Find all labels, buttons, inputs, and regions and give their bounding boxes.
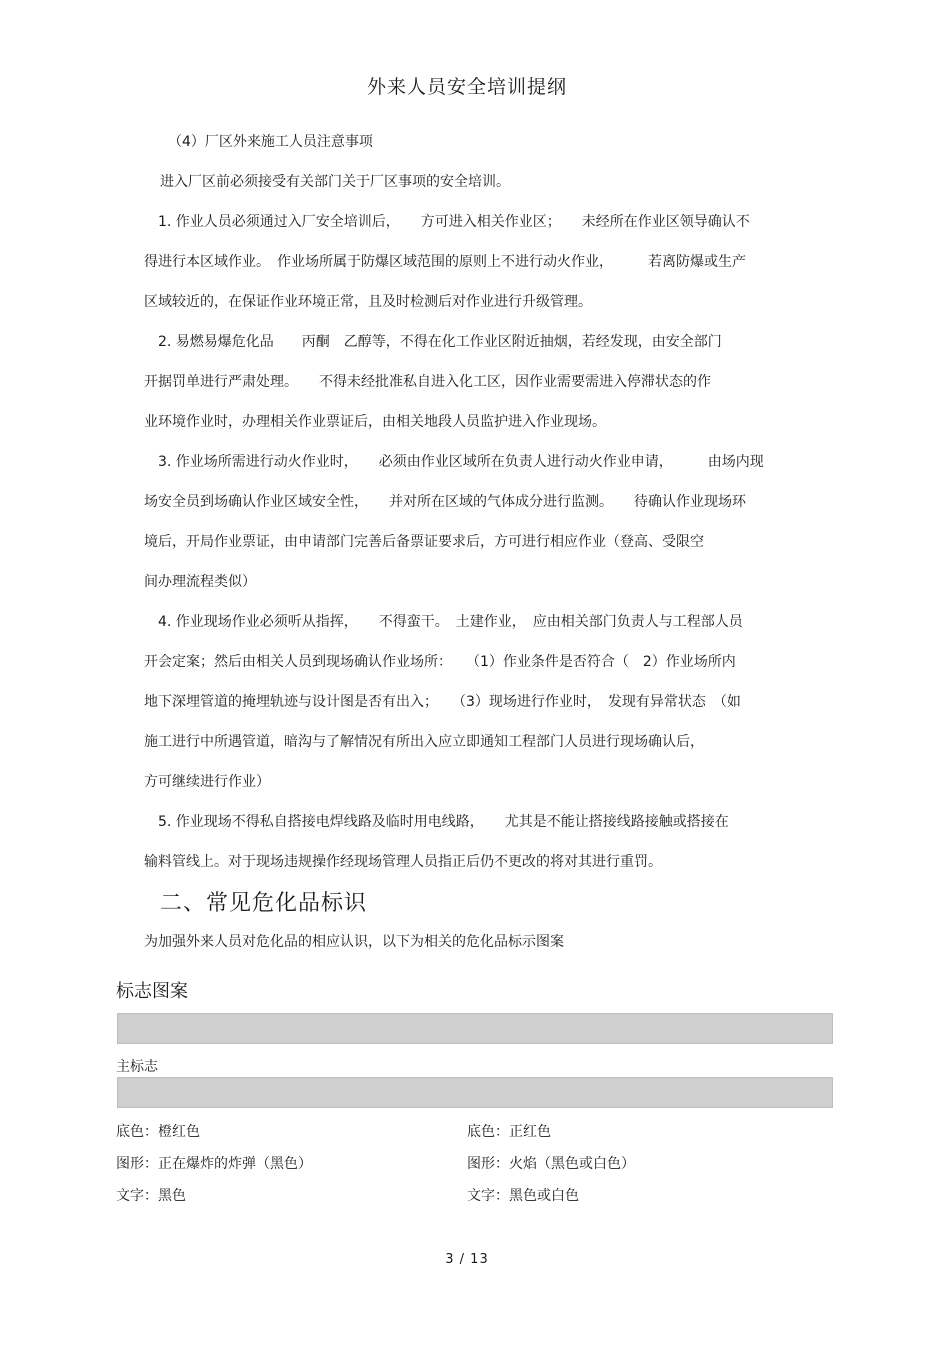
text-line: 输料管线上。对于现场违规操作经现场管理人员指正后仍不更改的将对其进行重罚。 bbox=[144, 854, 662, 870]
text-line: 地下深埋管道的掩埋轨迹与设计图是否有出入； （3）现场进行作业时， 发现有异常状态 （如 bbox=[144, 694, 741, 710]
text-line: 开据罚单进行严肃处理。 不得未经批准私自进入化工区，因作业需要需进入停滞状态的作 bbox=[144, 374, 711, 390]
sign-image-placeholder bbox=[117, 1013, 833, 1044]
intro-paragraph: 进入厂区前必须接受有关部门关于厂区事项的安全培训。 bbox=[160, 174, 510, 190]
text-line: 境后，开局作业票证，由申请部门完善后备票证要求后，方可进行相应作业（登高、受限空 bbox=[144, 534, 704, 550]
left-sign-text: 文字：黑色 bbox=[116, 1188, 186, 1204]
page-number: 3 / 13 bbox=[445, 1252, 489, 1267]
text-line: 施工进行中所遇管道，暗沟与了解情况有所出入应立即通知工程部门人员进行现场确认后， bbox=[144, 734, 704, 750]
text-line: 4. 作业现场作业必须听从指挥， 不得蛮干。 土建作业， 应由相关部门负责人与工程部人员 bbox=[158, 614, 743, 630]
subsection-heading: （4）厂区外来施工人员注意事项 bbox=[168, 134, 373, 150]
text-line: 得进行本区域作业。 作业场所属于防爆区域范围的原则上不进行动火作业， 若离防爆或生产 bbox=[144, 254, 746, 270]
main-sign-label: 主标志 bbox=[116, 1059, 158, 1075]
text-line: 业环境作业时，办理相关作业票证后，由相关地段人员监护进入作业现场。 bbox=[144, 414, 606, 430]
text-line: 5. 作业现场不得私自搭接电焊线路及临时用电线路， 尤其是不能让搭接线路接触或搭接在 bbox=[158, 814, 729, 830]
text-line: 方可继续进行作业） bbox=[144, 774, 270, 790]
sign-image-placeholder bbox=[117, 1077, 833, 1108]
left-sign-graphic: 图形：正在爆炸的炸弹（黑色） bbox=[116, 1156, 312, 1172]
right-sign-bgcolor: 底色：正红色 bbox=[467, 1124, 551, 1140]
text-line: 开会定案；然后由相关人员到现场确认作业场所： （1）作业条件是否符合（ 2）作业场所内 bbox=[144, 654, 736, 670]
text-line: 间办理流程类似） bbox=[144, 574, 256, 590]
right-sign-text: 文字：黑色或白色 bbox=[467, 1188, 579, 1204]
right-sign-graphic: 图形：火焰（黑色或白色） bbox=[467, 1156, 635, 1172]
text-line: 3. 作业场所需进行动火作业时， 必须由作业区域所在负责人进行动火作业申请， 由场内现 bbox=[158, 454, 764, 470]
sign-table-label: 标志图案 bbox=[116, 981, 188, 1002]
section-heading: 二、常见危化品标识 bbox=[160, 891, 368, 916]
text-line: 2. 易燃易爆危化品 丙酮 乙醇等，不得在化工作业区附近抽烟，若经发现，由安全部门 bbox=[158, 334, 722, 350]
text-line: 场安全员到场确认作业区域安全性， 并对所在区域的气体成分进行监测。 待确认作业现场环 bbox=[144, 494, 746, 510]
left-sign-bgcolor: 底色：橙红色 bbox=[116, 1124, 200, 1140]
page-title: 外来人员安全培训提纲 bbox=[366, 76, 567, 98]
text-line: 区域较近的，在保证作业环境正常，且及时检测后对作业进行升级管理。 bbox=[144, 294, 592, 310]
section-intro: 为加强外来人员对危化品的相应认识，以下为相关的危化品标示图案 bbox=[144, 934, 564, 950]
text-line: 1. 作业人员必须通过入厂安全培训后， 方可进入相关作业区； 未经所在作业区领导确认不 bbox=[158, 214, 750, 230]
